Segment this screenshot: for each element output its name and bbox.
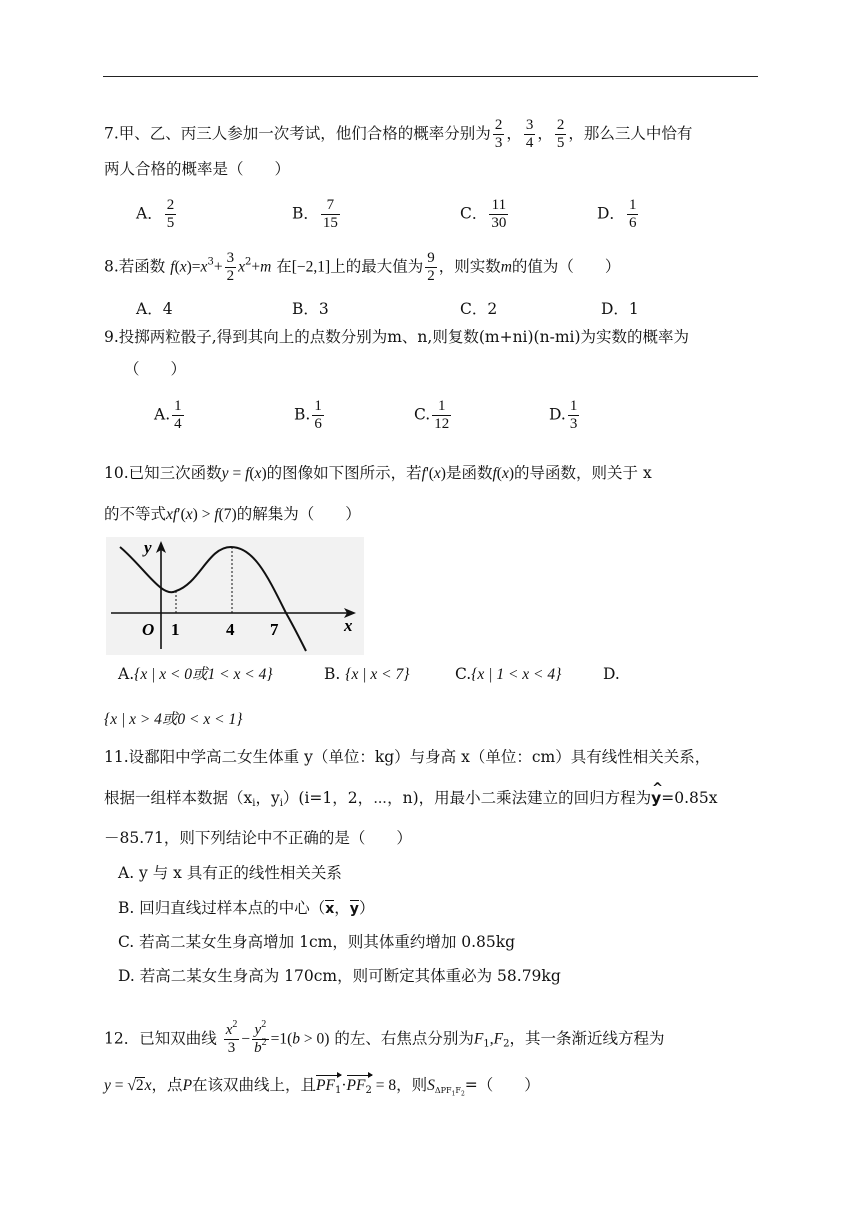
q7-prob-c: $\frac{2}{5}$ [556, 117, 565, 151]
q7-line2: 两人合格的概率是（ ） [104, 160, 291, 178]
q9-option-a: A. $\frac{1}{4}$ [154, 398, 182, 432]
y-hat: ^ y [651, 791, 661, 807]
q11-option-c: C. 若高二某女生身高增加 1cm，则其体重约增加 0.85kg [118, 933, 516, 951]
q11-line1: 11.设鄱阳中学高二女生体重 y（单位：kg）与身高 x（单位：cm）具有线性相关关系， [104, 748, 711, 766]
q10-option-b: B. {x | x < 7} [324, 665, 410, 683]
q10-option-d-set: {x | x > 4或0 < x < 1} [104, 711, 243, 728]
q11-option-d: D. 若高二某女生身高为 170cm，则可断定其体重必为 58.79kg [118, 967, 561, 985]
y-label: y [144, 538, 152, 557]
q8-line1: 8.若函数 $f(x)=x^3+$ $\frac{3}{2}$ $x^2+m$ 在[−2,1]上的最大值为 $\frac{9}{2}$ ，则实数m的值为（ ） [104, 250, 621, 284]
header-rule [103, 76, 758, 77]
q11-option-b: B. 回归直线过样本点的中心（x，y） [118, 899, 375, 917]
q7-option-c: C． $\frac{11}{30}$ [460, 197, 507, 231]
q10-line1: 10.已知三次函数y = f(x)的图像如下图所示，若f'(x)是函数f(x)的导函数，则关于 x [104, 464, 652, 482]
q8-max-value: $\frac{9}{2}$ [427, 250, 435, 284]
q11-line3: －85.71，则下列结论中不正确的是（ ） [104, 829, 412, 847]
q11-line2: 根据一组样本数据（$x_i$，$y_i)(i=1$，2，⋯，n)，用最小二乘法建立的回归方程为^ y=0.85x [104, 791, 717, 807]
q7-option-b: B． $\frac{7}{15}$ [292, 197, 338, 231]
origin-label: O [142, 620, 155, 639]
tick-label-7: 7 [270, 620, 279, 639]
q10-function-graph [106, 537, 364, 655]
q10-option-d-label: D. [603, 665, 620, 683]
q7-prob-a: $\frac{2}{3}$ [494, 117, 503, 151]
q8-option-c: C．2 [460, 300, 498, 318]
q7-prob-b: $\frac{3}{4}$ [525, 117, 534, 151]
q8-option-a: A．4 [136, 300, 173, 318]
q10-option-a: A.{x | x < 0或1 < x < 4} [118, 665, 273, 683]
q10-line2: 的不等式xf′(x) > f(7)的解集为（ ） [104, 505, 361, 523]
tick-label-4: 4 [226, 620, 235, 639]
q12-line2: y = √2x，点P在该双曲线上，且$PF_1\cdot PF_2 = 8$，则$S_{\Delta PF_1F_2}=$（ ） [104, 1076, 540, 1098]
q9-line1: 9.投掷两粒骰子,得到其向上的点数分别为m、n,则复数(m+ni)(n-mi)为实数的概率为 [104, 328, 690, 346]
q8-option-b: B．3 [292, 300, 329, 318]
q7-option-a: A． $\frac{2}{5}$ [136, 197, 175, 231]
q12-line1: 12．已知双曲线 $\frac{x^2}{3}$ − $\frac{y^2}{b^2}$ =1(b > 0) 的左、右焦点分别为$F_1,F_2$，其一条渐近线方程为 [104, 1019, 665, 1056]
q7-line1: 7.甲、乙、丙三人参加一次考试，他们合格的概率分别为 $\frac{2}{3}$ ， $\frac{3}{4}$ ， $\frac{2}{5}$ ，那么三人中恰有 [104, 117, 693, 151]
q9-option-b: B. $\frac{1}{6}$ [294, 398, 322, 432]
q10-option-c: C.{x | 1 < x < 4} [455, 665, 562, 683]
q11-option-a: A. y 与 x 具有正的线性相关关系 [118, 864, 342, 882]
q7-option-d: D． $\frac{1}{6}$ [597, 197, 637, 231]
q9-option-c: C. $\frac{1}{12}$ [414, 398, 450, 432]
q9-line2: （ ） [124, 360, 187, 378]
q8-option-d: D．1 [601, 300, 639, 318]
tick-label-1: 1 [171, 620, 180, 639]
x-label: x [344, 616, 353, 635]
q9-option-d: D. $\frac{1}{3}$ [549, 398, 578, 432]
